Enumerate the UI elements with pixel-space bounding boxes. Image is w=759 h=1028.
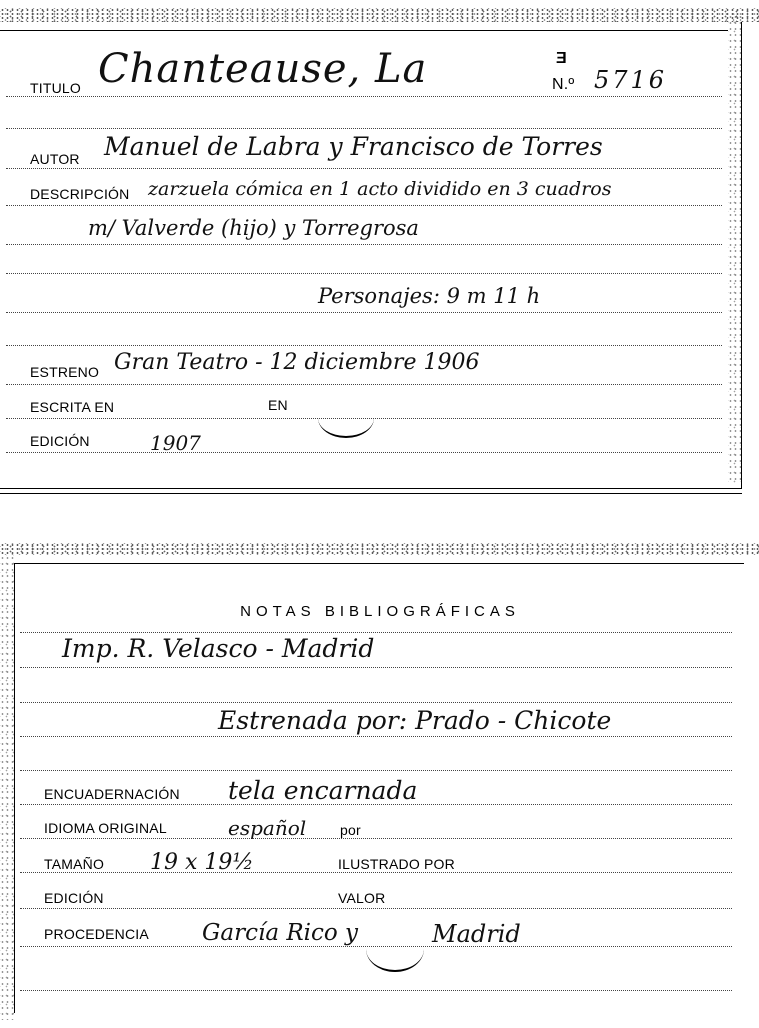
numero-marker-icon: Ǝ: [556, 50, 567, 67]
procedencia-value: García Rico y: [202, 920, 359, 946]
ruled-line: [6, 273, 722, 274]
procedencia-label: PROCEDENCIA: [44, 926, 149, 942]
valor-label: VALOR: [338, 890, 386, 906]
descripcion-line-1: zarzuela cómica en 1 acto dividido en 3 cuadros: [148, 178, 612, 200]
ruled-line: [20, 667, 732, 668]
notas-heading: NOTAS BIBLIOGRÁFICAS: [240, 603, 520, 620]
card2-left-edge: [14, 563, 15, 1013]
por-label: por: [340, 822, 361, 838]
procedencia-value-city: Madrid: [432, 920, 521, 948]
ruled-line: [20, 990, 732, 991]
ruled-line: [6, 168, 722, 169]
ruled-line: [20, 702, 732, 703]
card1-top-edge: [0, 30, 728, 31]
ruled-line: [6, 345, 722, 346]
card1-bottom-edge: [0, 488, 742, 489]
ruled-line: [20, 736, 732, 737]
encuadernacion-value: tela encarnada: [228, 776, 418, 805]
estreno-value: Gran Teatro - 12 diciembre 1906: [114, 350, 480, 375]
escrita-en-label: ESCRITA EN: [30, 399, 115, 415]
ruled-line: [6, 312, 722, 313]
numero-value: 5716: [594, 66, 668, 94]
card2-top-edge: [14, 563, 744, 564]
ruled-line: [6, 384, 722, 385]
card2-top-texture: [0, 543, 759, 555]
stamp-mark: [318, 398, 374, 438]
edicion-label-2: EDICIÓN: [44, 890, 104, 906]
titulo-value: Chanteause, La: [98, 46, 428, 92]
idioma-original-value: español: [228, 816, 307, 840]
card2-left-texture: [0, 555, 14, 1020]
ilustrado-por-label: ILUSTRADO POR: [338, 856, 455, 872]
ruled-line: [6, 244, 722, 245]
idioma-original-label: IDIOMA ORIGINAL: [44, 820, 167, 836]
descripcion-label: DESCRIPCIÓN: [30, 186, 130, 202]
autor-value: Manuel de Labra y Francisco de Torres: [104, 132, 603, 161]
card1-top-texture: [0, 8, 759, 22]
tamano-value: 19 x 19½: [150, 850, 254, 875]
edicion-value: 1907: [150, 431, 201, 455]
ruled-line: [6, 128, 722, 129]
imprenta-value: Imp. R. Velasco - Madrid: [62, 634, 375, 663]
encuadernacion-label: ENCUADERNACIÓN: [44, 786, 180, 802]
ruled-line: [6, 205, 722, 206]
ruled-line: [6, 96, 722, 97]
estrenada-value: Estrenada por: Prado - Chicote: [218, 706, 612, 735]
titulo-label: TITULO: [30, 80, 81, 96]
estreno-label: ESTRENO: [30, 364, 100, 380]
ruled-line: [20, 770, 732, 771]
ruled-line: [20, 838, 732, 839]
numero-label: N.º: [552, 76, 575, 93]
descripcion-line-2: m/ Valverde (hijo) y Torregrosa: [88, 216, 419, 240]
en-label: EN: [268, 397, 288, 413]
tamano-label: TAMAÑO: [44, 856, 105, 872]
personajes-value: Personajes: 9 m 11 h: [318, 284, 541, 308]
autor-label: AUTOR: [30, 151, 80, 167]
ruled-line: [20, 872, 732, 873]
ruled-line: [6, 452, 722, 453]
edicion-label: EDICIÓN: [30, 433, 90, 449]
ruled-line: [20, 632, 732, 633]
separator: [0, 493, 742, 494]
ruled-line: [20, 908, 732, 909]
stamp-mark: [366, 926, 424, 972]
